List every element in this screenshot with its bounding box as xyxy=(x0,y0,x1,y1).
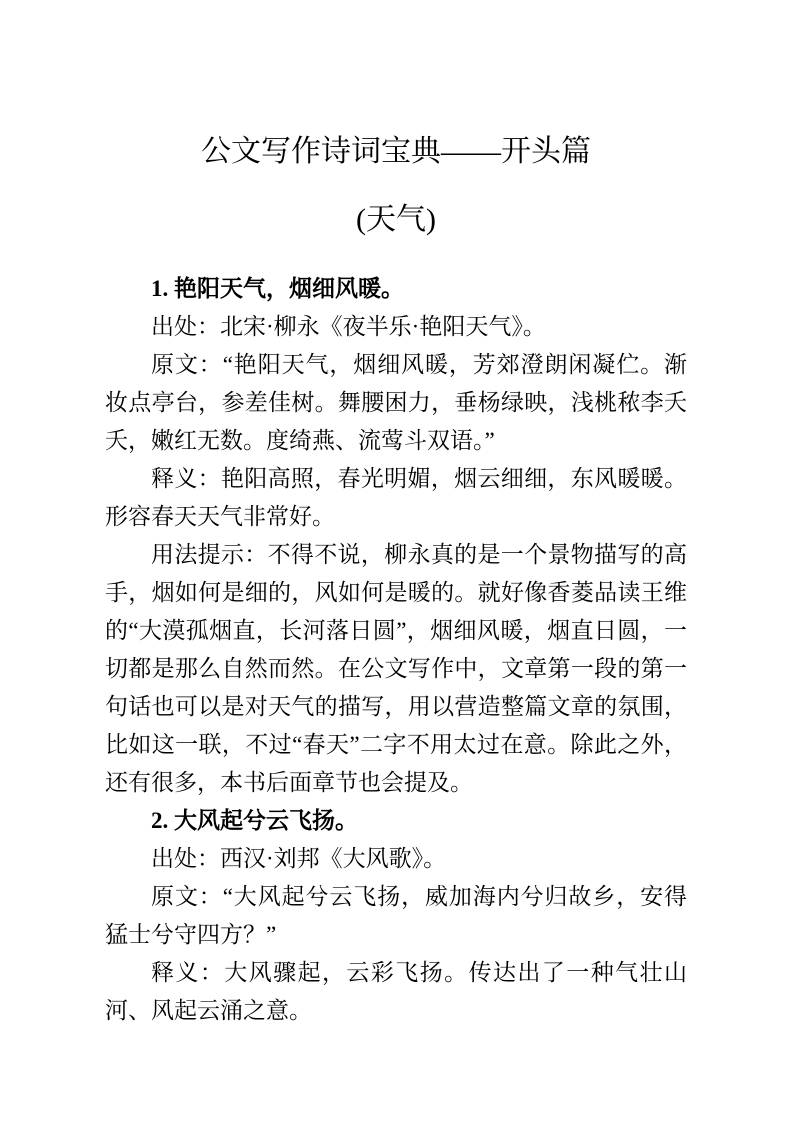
entry-heading: 1. 艳阳天气，烟细风暖。 xyxy=(151,276,404,301)
document-subtitle: (天气) xyxy=(356,203,436,236)
entry-paragraph: 用法提示：不得不说，柳永真的是一个景物描写的高手，烟如何是细的，风如何是暖的。就好像香菱品读王维的“大漠孤烟直，长河落日圆”，烟细风暖，烟直日圆，一切都是那么自然而然。在公文写作中，文章第一段的第一句话也可以是对天气的描写，用以营造整篇文章的氛围，比如这一联，不过“春天”二字不用太过在意。除此之外，还有很多，本书后面章节也会提及。 xyxy=(105,542,687,795)
document-body xyxy=(105,270,687,1030)
document-title: 公文写作诗词宝典——开头篇 xyxy=(201,135,591,168)
entry-paragraph: 出处：西汉·刘邦《大风歌》。 xyxy=(151,846,447,871)
entry-paragraph: 释义：大风骤起，云彩飞扬。传达出了一种气壮山河、风起云涌之意。 xyxy=(105,960,687,1023)
entry-heading: 2. 大风起兮云飞扬。 xyxy=(151,808,358,833)
entry-paragraph: 释义：艳阳高照，春光明媚，烟云细细，东风暖暖。形容春天天气非常好。 xyxy=(105,466,687,529)
entry-paragraph: 原文：“艳阳天气，烟细风暖，芳郊澄朗闲凝伫。渐妆点亭台，参差佳树。舞腰困力，垂杨绿映，浅桃秾李夭夭，嫩红无数。度绮燕、流莺斗双语。” xyxy=(105,352,687,453)
entry-paragraph: 出处：北宋·柳永《夜半乐·艳阳天气》。 xyxy=(151,314,546,339)
entry-paragraph: 原文：“大风起兮云飞扬，威加海内兮归故乡，安得猛士兮守四方？” xyxy=(105,884,687,947)
